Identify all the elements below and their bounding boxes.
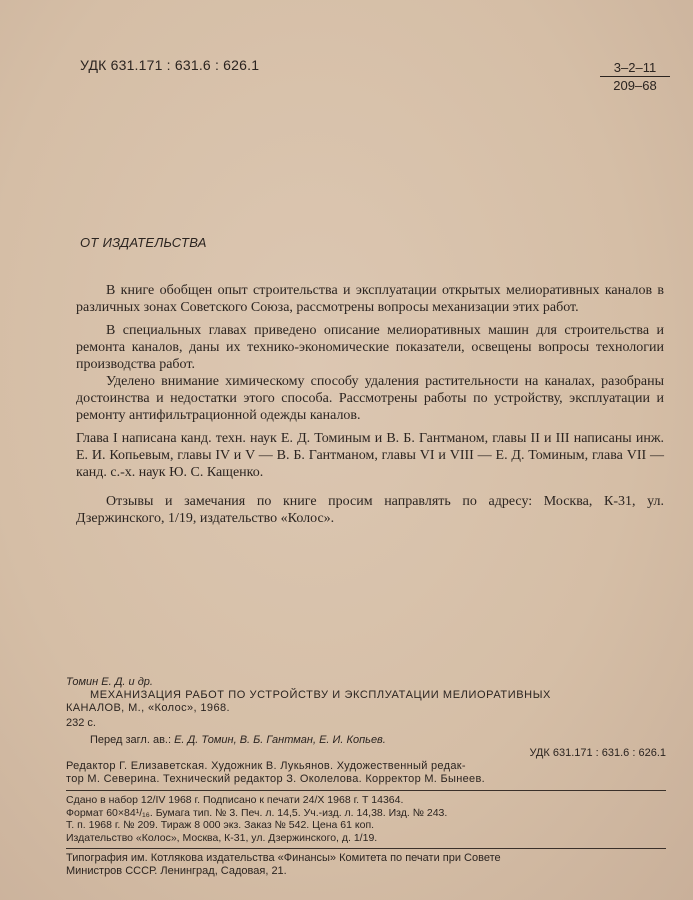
card-authors: Томин Е. Д. и др. bbox=[66, 676, 153, 688]
card-udk: УДК 631.171 : 631.6 : 626.1 bbox=[529, 747, 666, 759]
imprint-line: Формат 60×84¹/₁₆. Бумага тип. № 3. Печ. л. 14,5. Уч.-изд. л. 14,38. Изд. № 243. bbox=[66, 806, 448, 819]
imprint-line: Сдано в набор 12/IV 1968 г. Подписано к печати 24/X 1968 г. Т 14364. bbox=[66, 794, 404, 806]
paragraph-feedback: Отзывы и замечания по книге просим направлять по адресу: Москва, К-31, ул. Дзержинского, 1/19, издательство «Колос». bbox=[76, 494, 664, 526]
printer-line: Типография им. Котлякова издательства «Финансы» Комитета по печати при Совете bbox=[66, 852, 501, 864]
imprint bbox=[66, 794, 666, 844]
imprint-line: Издательство «Колос», Москва, К-31, ул. Дзержинского, д. 1/19. bbox=[66, 831, 378, 844]
paragraph-authors: Глава I написана канд. техн. наук Е. Д. Томиным и В. Б. Гантманом, главы II и III написаны инж. Е. И. Копьевым, главы IV и V — В. Б. Гантманом, главы VI и VIII — Е. Д. Томиным, глава VII — канд. с.-х. наук Ю. С. Кащенко. bbox=[76, 431, 664, 480]
catalog-card bbox=[66, 676, 666, 878]
publisher-heading: ОТ ИЗДАТЕЛЬСТВА bbox=[80, 235, 207, 250]
card-foreword bbox=[90, 734, 666, 747]
credits-line: Редактор Г. Елизаветская. Художник В. Лукьянов. Художественный редак- bbox=[66, 760, 466, 772]
card-title-line1: МЕХАНИЗАЦИЯ РАБОТ ПО УСТРОЙСТВУ И ЭКСПЛУАТАЦИИ МЕЛИОРАТИВНЫХ bbox=[90, 689, 551, 701]
printer-info bbox=[66, 852, 666, 878]
imprint-line: Т. п. 1968 г. № 209. Тираж 8 000 экз. Заказ № 542. Цена 61 коп. bbox=[66, 819, 375, 831]
code-denominator: 209–68 bbox=[613, 78, 657, 93]
udk-code: УДК 631.171 : 631.6 : 626.1 bbox=[80, 57, 260, 73]
credits-line: тор М. Северина. Технический редактор З. Околелова. Корректор М. Бынеев. bbox=[66, 773, 485, 785]
card-title-line2: КАНАЛОВ, М., «Колос», 1968. bbox=[66, 702, 230, 714]
foreword-label: Перед загл. ав.: bbox=[90, 734, 172, 746]
printer-line: Министров СССР. Ленинград, Садовая, 21. bbox=[66, 865, 287, 877]
paragraph-summary: В книге обобщен опыт строительства и эксплуатации открытых мелиоративных каналов в различных зонах Советского Союза, рассмотрены вопросы механизации этих работ. bbox=[76, 283, 664, 315]
credits bbox=[66, 760, 666, 786]
classification-code bbox=[600, 60, 670, 93]
divider bbox=[66, 848, 666, 849]
card-pages: 232 с. bbox=[66, 717, 96, 729]
paragraph-chemical: Уделено внимание химическому способу удаления растительности на каналах, разобраны достоинства и недостатки этого способа. Рассмотрены работы по устройству, эксплуатации и ремонту антифильтрационной одежды каналов. bbox=[76, 374, 664, 423]
paragraph-machines: В специальных главах приведено описание мелиоративных машин для строительства и ремонта каналов, даны их технико-экономические показатели, освещены вопросы технологии производства работ. bbox=[76, 323, 664, 372]
divider bbox=[66, 790, 666, 791]
publisher-note bbox=[76, 282, 664, 527]
foreword-names: Е. Д. Томин, В. Б. Гантман, Е. И. Копьев. bbox=[174, 734, 386, 746]
code-numerator: 3–2–11 bbox=[600, 60, 670, 77]
